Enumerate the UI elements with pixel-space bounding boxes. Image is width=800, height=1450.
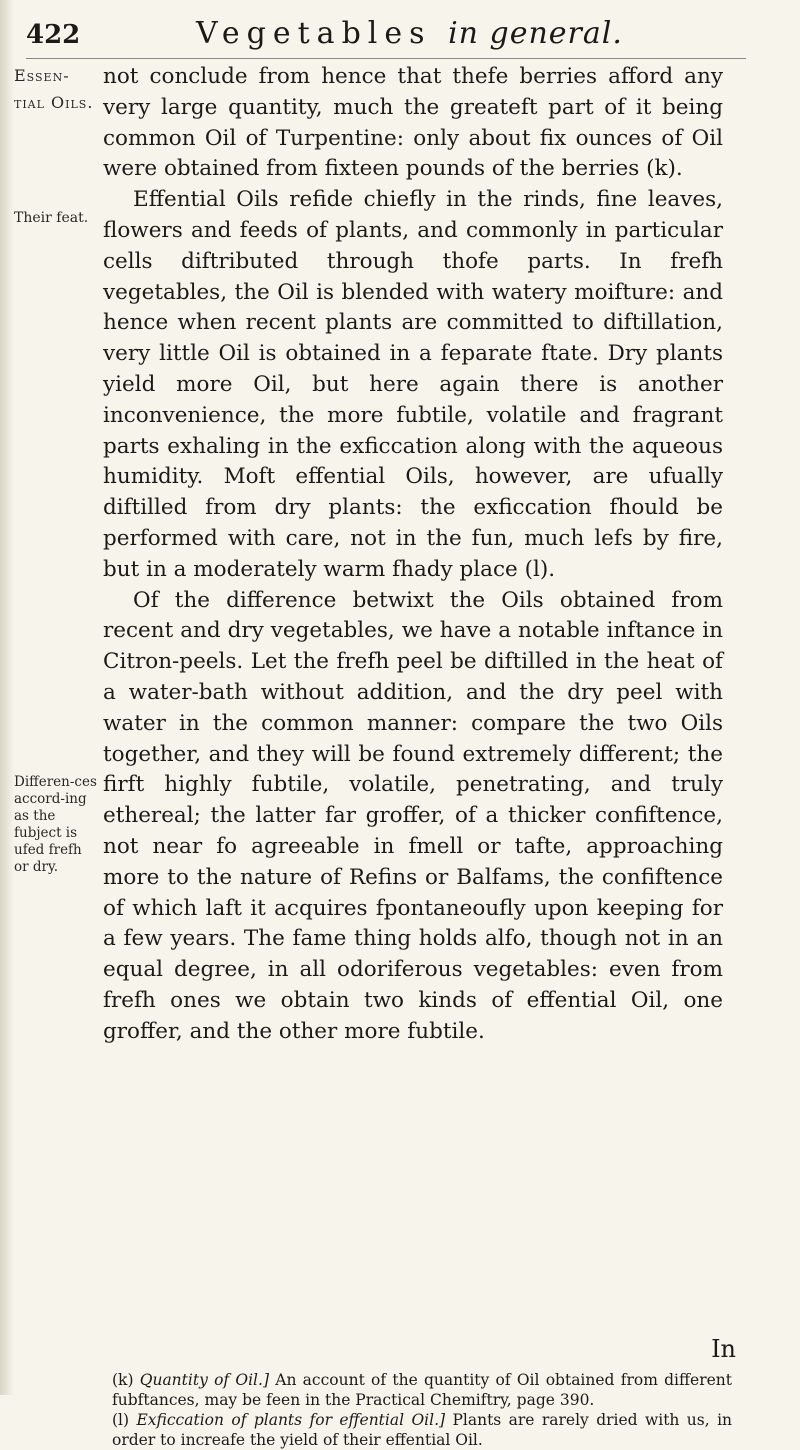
catchword: In — [711, 1335, 736, 1363]
page-number: 422 — [26, 20, 81, 50]
footnote-l-title: Exficcation of plants for effential Oil.] — [136, 1411, 446, 1429]
margin-note-differences: Differen-ces accord-ing as the fubject is ufed frefh or dry. — [14, 774, 97, 875]
footnote-l-text: Plants are rarely dried with us, in order to increafe the yield of their effential Oil. — [112, 1411, 733, 1449]
footnote-k-title: Quantity of Oil.] — [139, 1371, 269, 1389]
footnote-k — [112, 1370, 732, 1410]
running-title-italic: in general. — [448, 16, 623, 51]
header-rule — [26, 58, 746, 59]
paragraph-2: Effential Oils refide chiefly in the rinds, fine leaves, flowers and feeds of plants, and commonly in particular cells diftributed through thofe parts. In frefh vegetables, the Oil is blended with watery moifture: and hence when recent plants are committed to diftillation, very little Oil is obtained in a feparate ftate. Dry plants yield more Oil, but here again there is another inconvenience, the more fubtile, volatile and fragrant parts exhaling in the exficcation along with the aqueous humidity. Moft effential Oils, however, are ufually diftilled from dry plants: the exficcation fhould be performed with care, not in the fun, much lefs by fire, but in a moderately warm fhady place (l). — [103, 187, 723, 582]
footnote-k-mark: (k) — [112, 1371, 134, 1389]
footnotes — [112, 1370, 732, 1450]
paragraph-3: Of the difference betwixt the Oils obtained from recent and dry vegetables, we have a notable inftance in Citron-peels. Let the frefh peel be diftilled in the heat of a water-bath without addition, and the dry peel with water in the common manner: compare the two Oils together, and they will be found extremely different; the firft highly fubtile, volatile, penetrating, and truly ethereal; the latter far groffer, of a thicker confiftence, not near fo agreeable in fmell or tafte, approaching more to the nature of Refins or Balfams, the confiftence of which laft it acquires fpontaneoufly upon keeping for a few years. The fame thing holds alfo, though not in an equal degree, in all odoriferous vegetables: even from frefh ones we obtain two kinds of effential Oil, one groffer, and the other more fubtile. — [103, 587, 723, 1044]
margin-note-their-seat: Their feat. — [14, 210, 89, 226]
footnote-k-text: An account of the quantity of Oil obtained from different fubftances, may be feen in the Practical Chemiftry, page 390. — [112, 1371, 732, 1409]
page-header — [26, 14, 746, 58]
margin-note-essential-oils: Essen-tial Oils. — [14, 66, 94, 112]
paragraph-1: not conclude from hence that thefe berries afford any very large quantity, much the greateft part of it being common Oil of Turpentine: only about fix ounces of Oil were obtained from fixteen pounds of the berries (k). — [103, 64, 723, 182]
page-edge-shadow — [0, 0, 14, 1395]
footnote-l-mark: (l) — [112, 1411, 130, 1429]
running-title — [196, 16, 623, 51]
main-text — [103, 62, 723, 1048]
footnote-l — [112, 1410, 732, 1450]
running-title-main: Vegetables — [196, 16, 432, 51]
